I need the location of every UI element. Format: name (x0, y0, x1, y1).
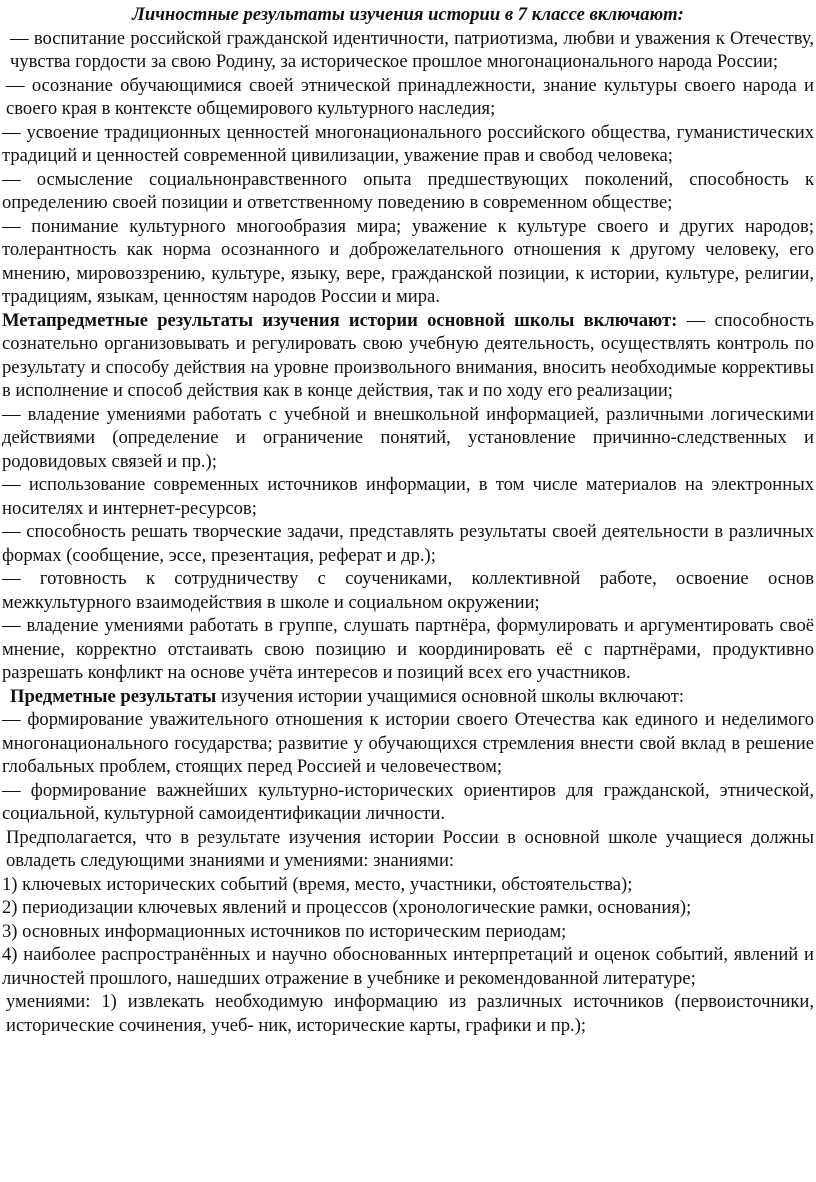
meta-item-4: — способность решать творческие задачи, представлять результаты своей деятельности в различных формах (сообщение, эссе, презентация, реферат и др.); (2, 521, 814, 566)
skills-paragraph: умениями: 1) извлекать необходимую информацию из различных источников (первоисточники, исторические сочинения, учеб- ник, исторические карты, графики и пр.); (6, 991, 814, 1036)
personal-item-4: — осмысление социальнонравственного опыта предшествующих поколений, способность к определению своей позиции и ответственному поведению в современном обществе; (2, 168, 814, 213)
personal-item-3: — усвоение традиционных ценностей многонационального российского общества, гуманистических традиций и ценностей современной цивилизации, уважение прав и свобод человека; (2, 121, 814, 166)
knowledge-item-3: 3) основных информационных источников по историческим периодам; (2, 920, 567, 942)
subject-results-paragraph (2, 685, 814, 709)
subject-results-heading-rest: изучения истории учащимися основной школы включают: (216, 685, 684, 707)
meta-item-6: — владение умениями работать в группе, слушать партнёра, формулировать и аргументировать своё мнение, корректно отстаивать свою позицию и координировать её с партнёрами, продуктивно разрешать конфликт на основе учёта интересов и позиций всех его участников. (2, 615, 814, 683)
personal-item-5: — понимание культурного многообразия мира; уважение к культуре своего и других народов; толерантность как норма осознанного и доброжелательного отношения к другому человеку, его мнению, мировоззрению, культуре, языку, вере, гражданской позиции, к истории, культуре, религии, традициям, языкам, ценностям народов России и мира. (2, 215, 814, 307)
meta-item-3: — использование современных источников информации, в том числе материалов на электронных носителях и интернет-ресурсов; (2, 474, 814, 519)
personal-item-2: — осознание обучающимися своей этнической принадлежности, знание культуры своего народа и своего края в контексте общемирового культурного наследия; (6, 74, 814, 119)
subject-item-1: — формирование уважительного отношения к истории своего Отечества как единого и неделимого многонационального государства; развитие у обучающихся стремления внести свой вклад в решение глобальных проблем, стоящих перед Россией и человечеством; (2, 709, 814, 777)
personal-results-heading: Личностные результаты изучения истории в 7 классе включают: (132, 4, 684, 25)
meta-results-paragraph (2, 309, 814, 403)
expected-results-intro: Предполагается, что в результате изучения истории России в основной школе учащиеся должны овладеть следующими знаниями и умениями: знаниями: (6, 826, 814, 871)
meta-item-1: — способность сознательно организовывать и регулировать свою учебную деятельность, осуществлять контроль по результату и способу действия на уровне произвольного внимания, вносить необходимые коррективы в исполнение и способ действия как в конце действия, так и по ходу его реализации; (2, 309, 814, 401)
personal-item-1: — воспитание российской гражданской идентичности, патриотизма, любви и уважения к Отечеству, чувства гордости за свою Родину, за историческое прошлое многонационального народа России; (10, 27, 814, 72)
subject-results-heading: Предметные результаты (10, 685, 217, 707)
knowledge-item-2: 2) периодизации ключевых явлений и процессов (хронологические рамки, основания); (2, 897, 692, 918)
meta-results-heading: Метапредметные результаты изучения истории основной школы включают: (2, 309, 678, 331)
knowledge-item-1: 1) ключевых исторических событий (время, место, участники, обстоятельства); (2, 873, 633, 895)
subject-item-2: — формирование важнейших культурно-исторических ориентиров для гражданской, этнической, социальной, культурной самоидентификации личности. (2, 779, 814, 824)
meta-item-2: — владение умениями работать с учебной и внешкольной информацией, различными логическими действиями (определение и ограничение понятий, установление причинно-следственных и родовидовых связей и пр.); (2, 403, 814, 472)
knowledge-item-4: 4) наиболее распространённых и научно обоснованных интерпретаций и оценок событий, явлений и личностей прошлого, нашедших отражение в учебнике и рекомендованной литературе; (2, 944, 814, 989)
meta-item-5: — готовность к сотрудничеству с соучениками, коллективной работе, освоение основ межкультурного взаимодействия в школе и социальном окружении; (2, 568, 814, 613)
